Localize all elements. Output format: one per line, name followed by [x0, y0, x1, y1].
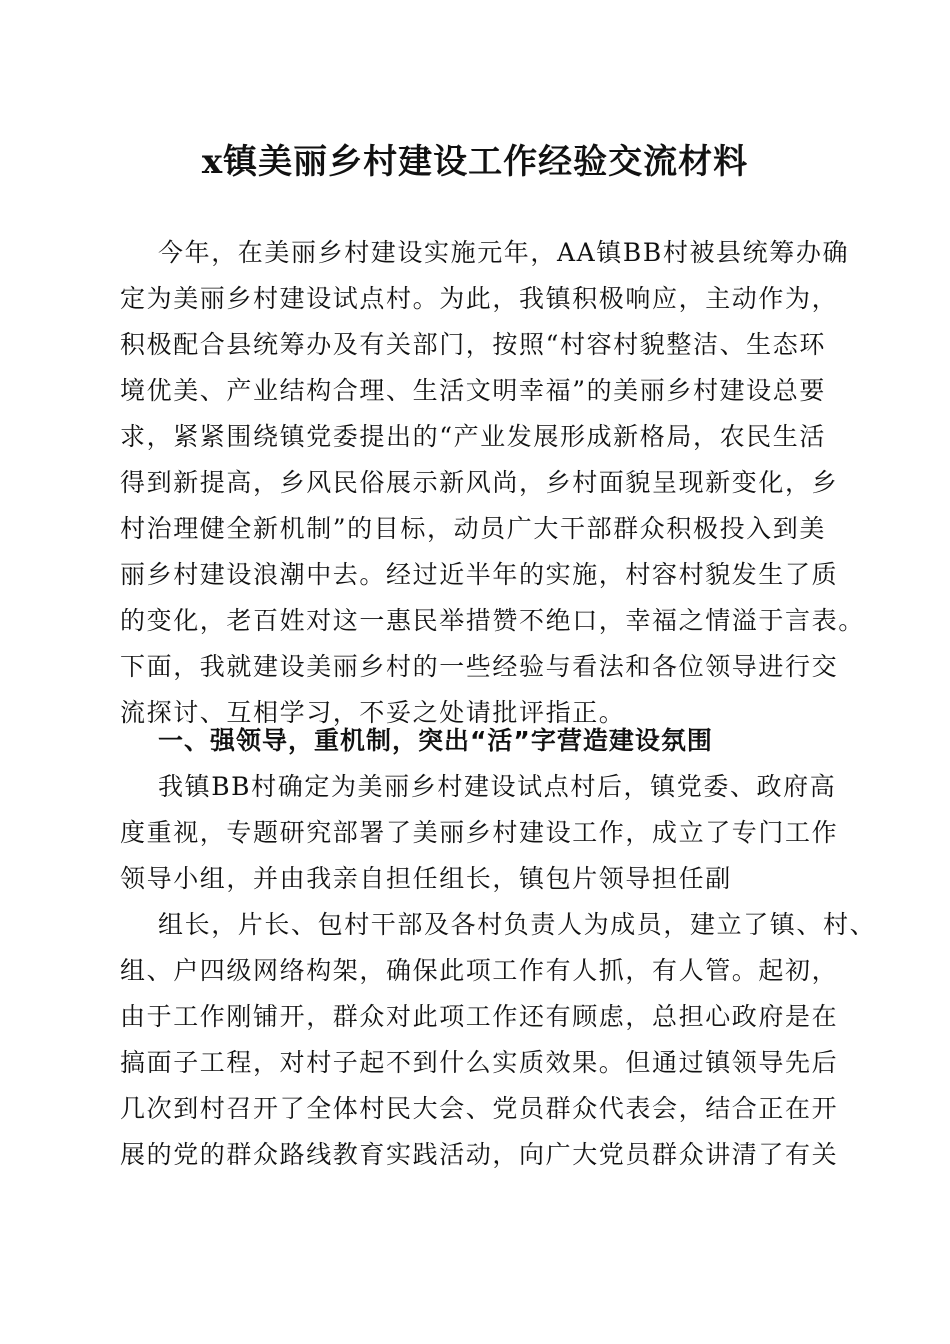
text-line: 今年，在美丽乡村建设实施元年，AA镇BB村被县统筹办确: [158, 238, 850, 267]
text-line: 境优美、产业结构合理、生活文明幸福”的美丽乡村建设总要: [120, 376, 826, 405]
text-line: 定为美丽乡村建设试点村。为此，我镇积极响应，主动作为，: [120, 284, 839, 313]
paragraph-intro: [120, 230, 865, 736]
text-line: 得到新提高，乡风民俗展示新风尚，乡村面貌呈现新变化，乡: [120, 468, 839, 497]
text-line: 组、户四级网络构架，确保此项工作有人抓，有人管。起初，: [120, 956, 839, 985]
text-line: 流探讨、互相学习，不妥之处请批评指正。: [120, 698, 626, 727]
text-line: 由于工作刚铺开，群众对此项工作还有顾虑，总担心政府是在: [120, 1002, 839, 1031]
text-line: 下面，我就建设美丽乡村的一些经验与看法和各位领导进行交: [120, 652, 839, 681]
text-line: 我镇BB村确定为美丽乡村建设试点村后，镇党委、政府高: [158, 772, 837, 801]
text-line: 展的党的群众路线教育实践活动，向广大党员群众讲清了有关: [120, 1140, 839, 1169]
text-line: 村治理健全新机制”的目标，动员广大干部群众积极投入到美: [120, 514, 826, 543]
text-line: 求，紧紧围绕镇党委提出的“产业发展形成新格局，农民生活: [120, 422, 826, 451]
text-line: 度重视，专题研究部署了美丽乡村建设工作，成立了专门工作: [120, 818, 839, 847]
text-line: 搞面子工程，对村子起不到什么实质效果。但通过镇领导先后: [120, 1048, 839, 1077]
paragraph-section1-a: [120, 764, 840, 902]
text-line: 的变化，老百姓对这一惠民举措赞不绝口，幸福之情溢于言表。: [120, 606, 865, 635]
text-line: 组长，片长、包村干部及各村负责人为成员，建立了镇、村、: [158, 910, 877, 939]
section-heading: 一、强领导，重机制，突出“活”字营造建设氛围: [158, 726, 713, 755]
paragraph-section1-b: [120, 902, 877, 1178]
document-title: x镇美丽乡村建设工作经验交流材料: [201, 142, 749, 182]
text-line: 丽乡村建设浪潮中去。经过近半年的实施，村容村貌发生了质: [120, 560, 839, 589]
text-line: 积极配合县统筹办及有关部门，按照“村容村貌整洁、生态环: [120, 330, 826, 359]
text-line: 几次到村召开了全体村民大会、党员群众代表会，结合正在开: [120, 1094, 839, 1123]
text-line: 领导小组，并由我亲自担任组长，镇包片领导担任副: [120, 864, 732, 893]
